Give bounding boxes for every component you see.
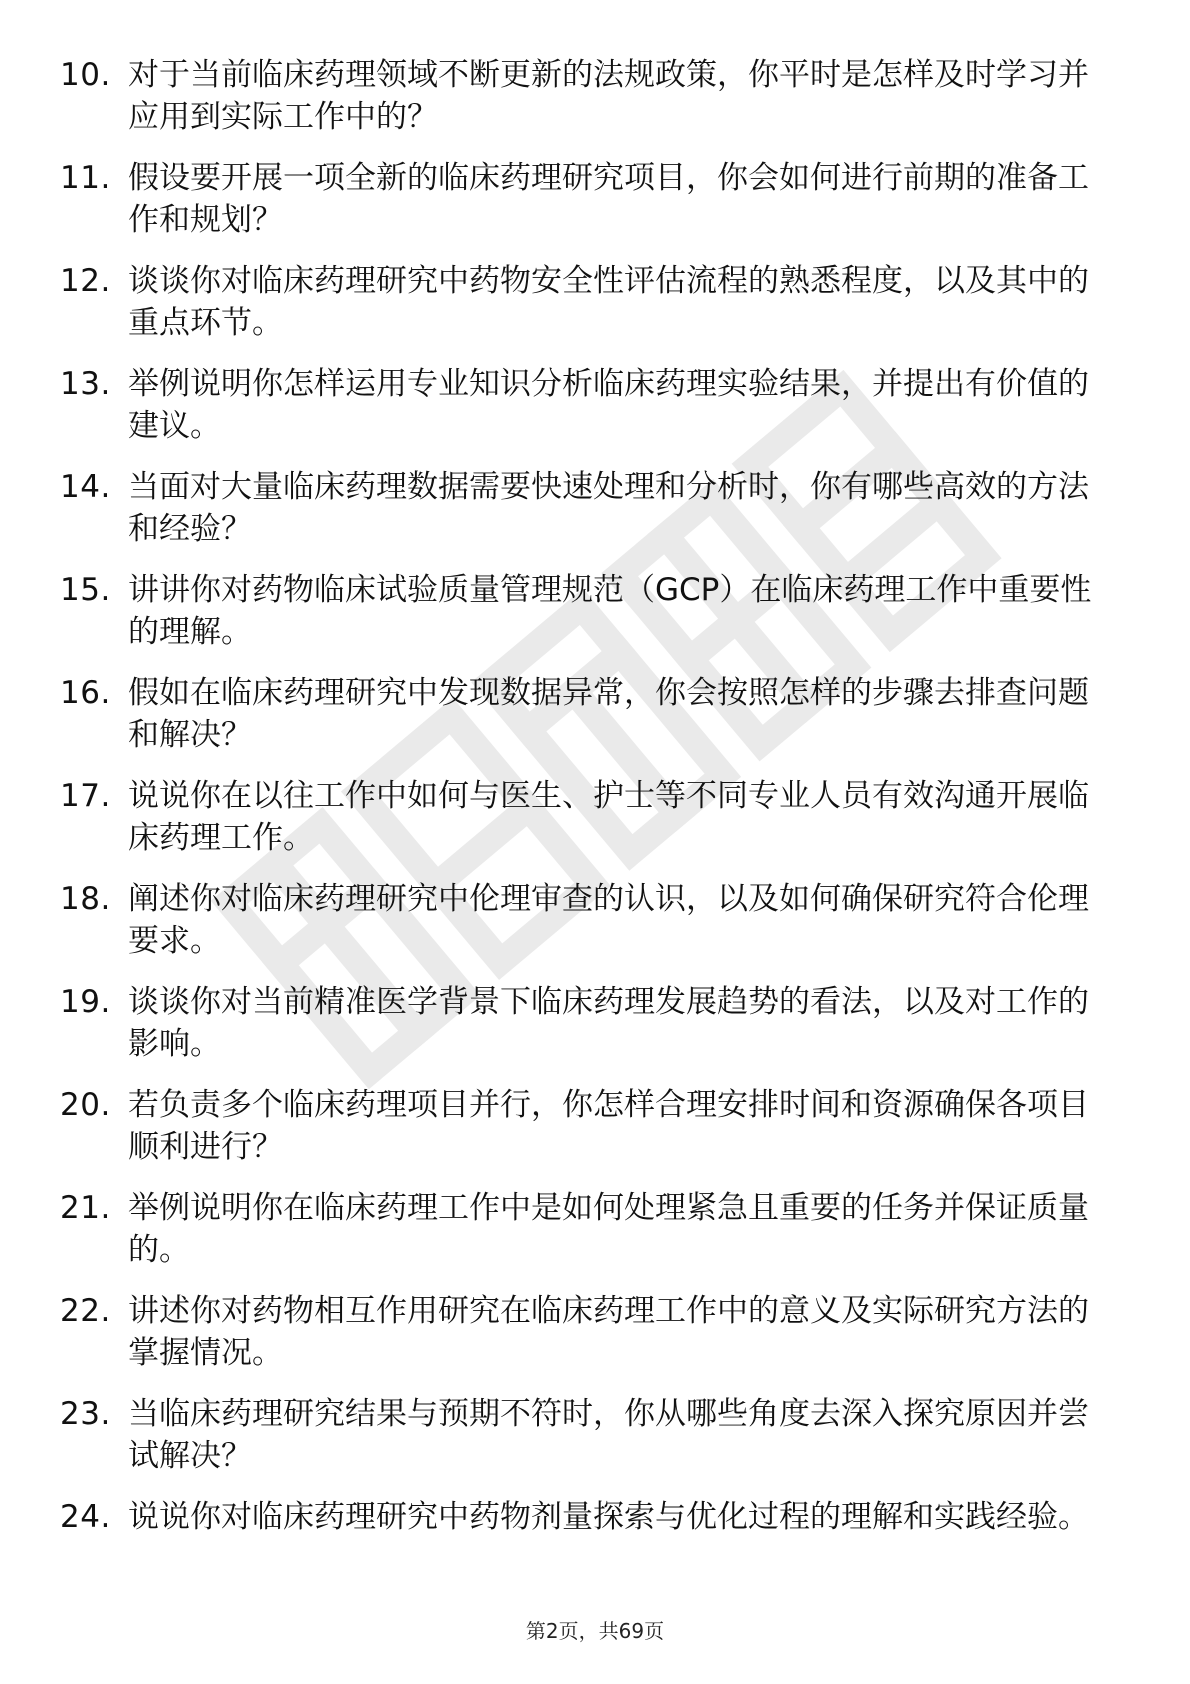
question-text: 举例说明你在临床药理工作中是如何处理紧急且重要的任务并保证质量的。 (128, 1190, 1089, 1268)
question-text: 说说你在以往工作中如何与医生、护士等不同专业人员有效沟通开展临床药理工作。 (128, 778, 1089, 856)
question-item (0, 54, 1190, 157)
question-number: 19. (60, 984, 111, 1020)
question-text: 假如在临床药理研究中发现数据异常，你会按照怎样的步骤去排查问题和解决？ (128, 675, 1089, 753)
question-number: 22. (60, 1293, 111, 1329)
question-text: 讲讲你对药物临床试验质量管理规范（GCP）在临床药理工作中重要性的理解。 (128, 572, 1092, 650)
question-text: 当临床药理研究结果与预期不符时，你从哪些角度去深入探究原因并尝试解决？ (128, 1396, 1089, 1474)
question-list (0, 54, 1190, 1599)
question-item (0, 775, 1190, 878)
question-number: 20. (60, 1087, 111, 1123)
question-number: 12. (60, 263, 111, 299)
page-footer: 第2页，共69页 (525, 1619, 665, 1643)
question-number: 10. (60, 57, 111, 93)
question-text: 谈谈你对临床药理研究中药物安全性评估流程的熟悉程度，以及其中的重点环节。 (128, 263, 1089, 341)
question-number: 14. (60, 469, 111, 505)
question-number: 18. (60, 881, 111, 917)
question-number: 24. (60, 1499, 111, 1535)
question-text: 当面对大量临床药理数据需要快速处理和分析时，你有哪些高效的方法和经验？ (128, 469, 1089, 547)
question-item (0, 878, 1190, 981)
question-text: 假设要开展一项全新的临床药理研究项目，你会如何进行前期的准备工作和规划？ (128, 160, 1089, 238)
question-item (0, 363, 1190, 466)
question-number: 16. (60, 675, 111, 711)
question-number: 23. (60, 1396, 111, 1432)
question-text: 谈谈你对当前精准医学背景下临床药理发展趋势的看法，以及对工作的影响。 (128, 984, 1089, 1062)
question-number: 11. (60, 160, 111, 196)
question-number: 17. (60, 778, 111, 814)
question-number: 13. (60, 366, 111, 402)
question-item (0, 1187, 1190, 1290)
question-text: 讲述你对药物相互作用研究在临床药理工作中的意义及实际研究方法的掌握情况。 (128, 1293, 1089, 1371)
question-item (0, 1084, 1190, 1187)
question-text: 举例说明你怎样运用专业知识分析临床药理实验结果，并提出有价值的建议。 (128, 366, 1089, 444)
question-item (0, 981, 1190, 1084)
question-text: 若负责多个临床药理项目并行，你怎样合理安排时间和资源确保各项目顺利进行？ (128, 1087, 1089, 1165)
question-text: 阐述你对临床药理研究中伦理审查的认识，以及如何确保研究符合伦理要求。 (128, 881, 1089, 959)
question-item (0, 1393, 1190, 1496)
question-text: 说说你对临床药理研究中药物剂量探索与优化过程的理解和实践经验。 (128, 1499, 1089, 1535)
question-text: 对于当前临床药理领域不断更新的法规政策，你平时是怎样及时学习并应用到实际工作中的？ (128, 57, 1089, 135)
question-item (0, 466, 1190, 569)
question-item (0, 260, 1190, 363)
question-item (0, 1496, 1190, 1599)
question-item (0, 672, 1190, 775)
question-number: 15. (60, 572, 111, 608)
question-item (0, 1290, 1190, 1393)
question-item (0, 569, 1190, 672)
question-item (0, 157, 1190, 260)
question-number: 21. (60, 1190, 111, 1226)
